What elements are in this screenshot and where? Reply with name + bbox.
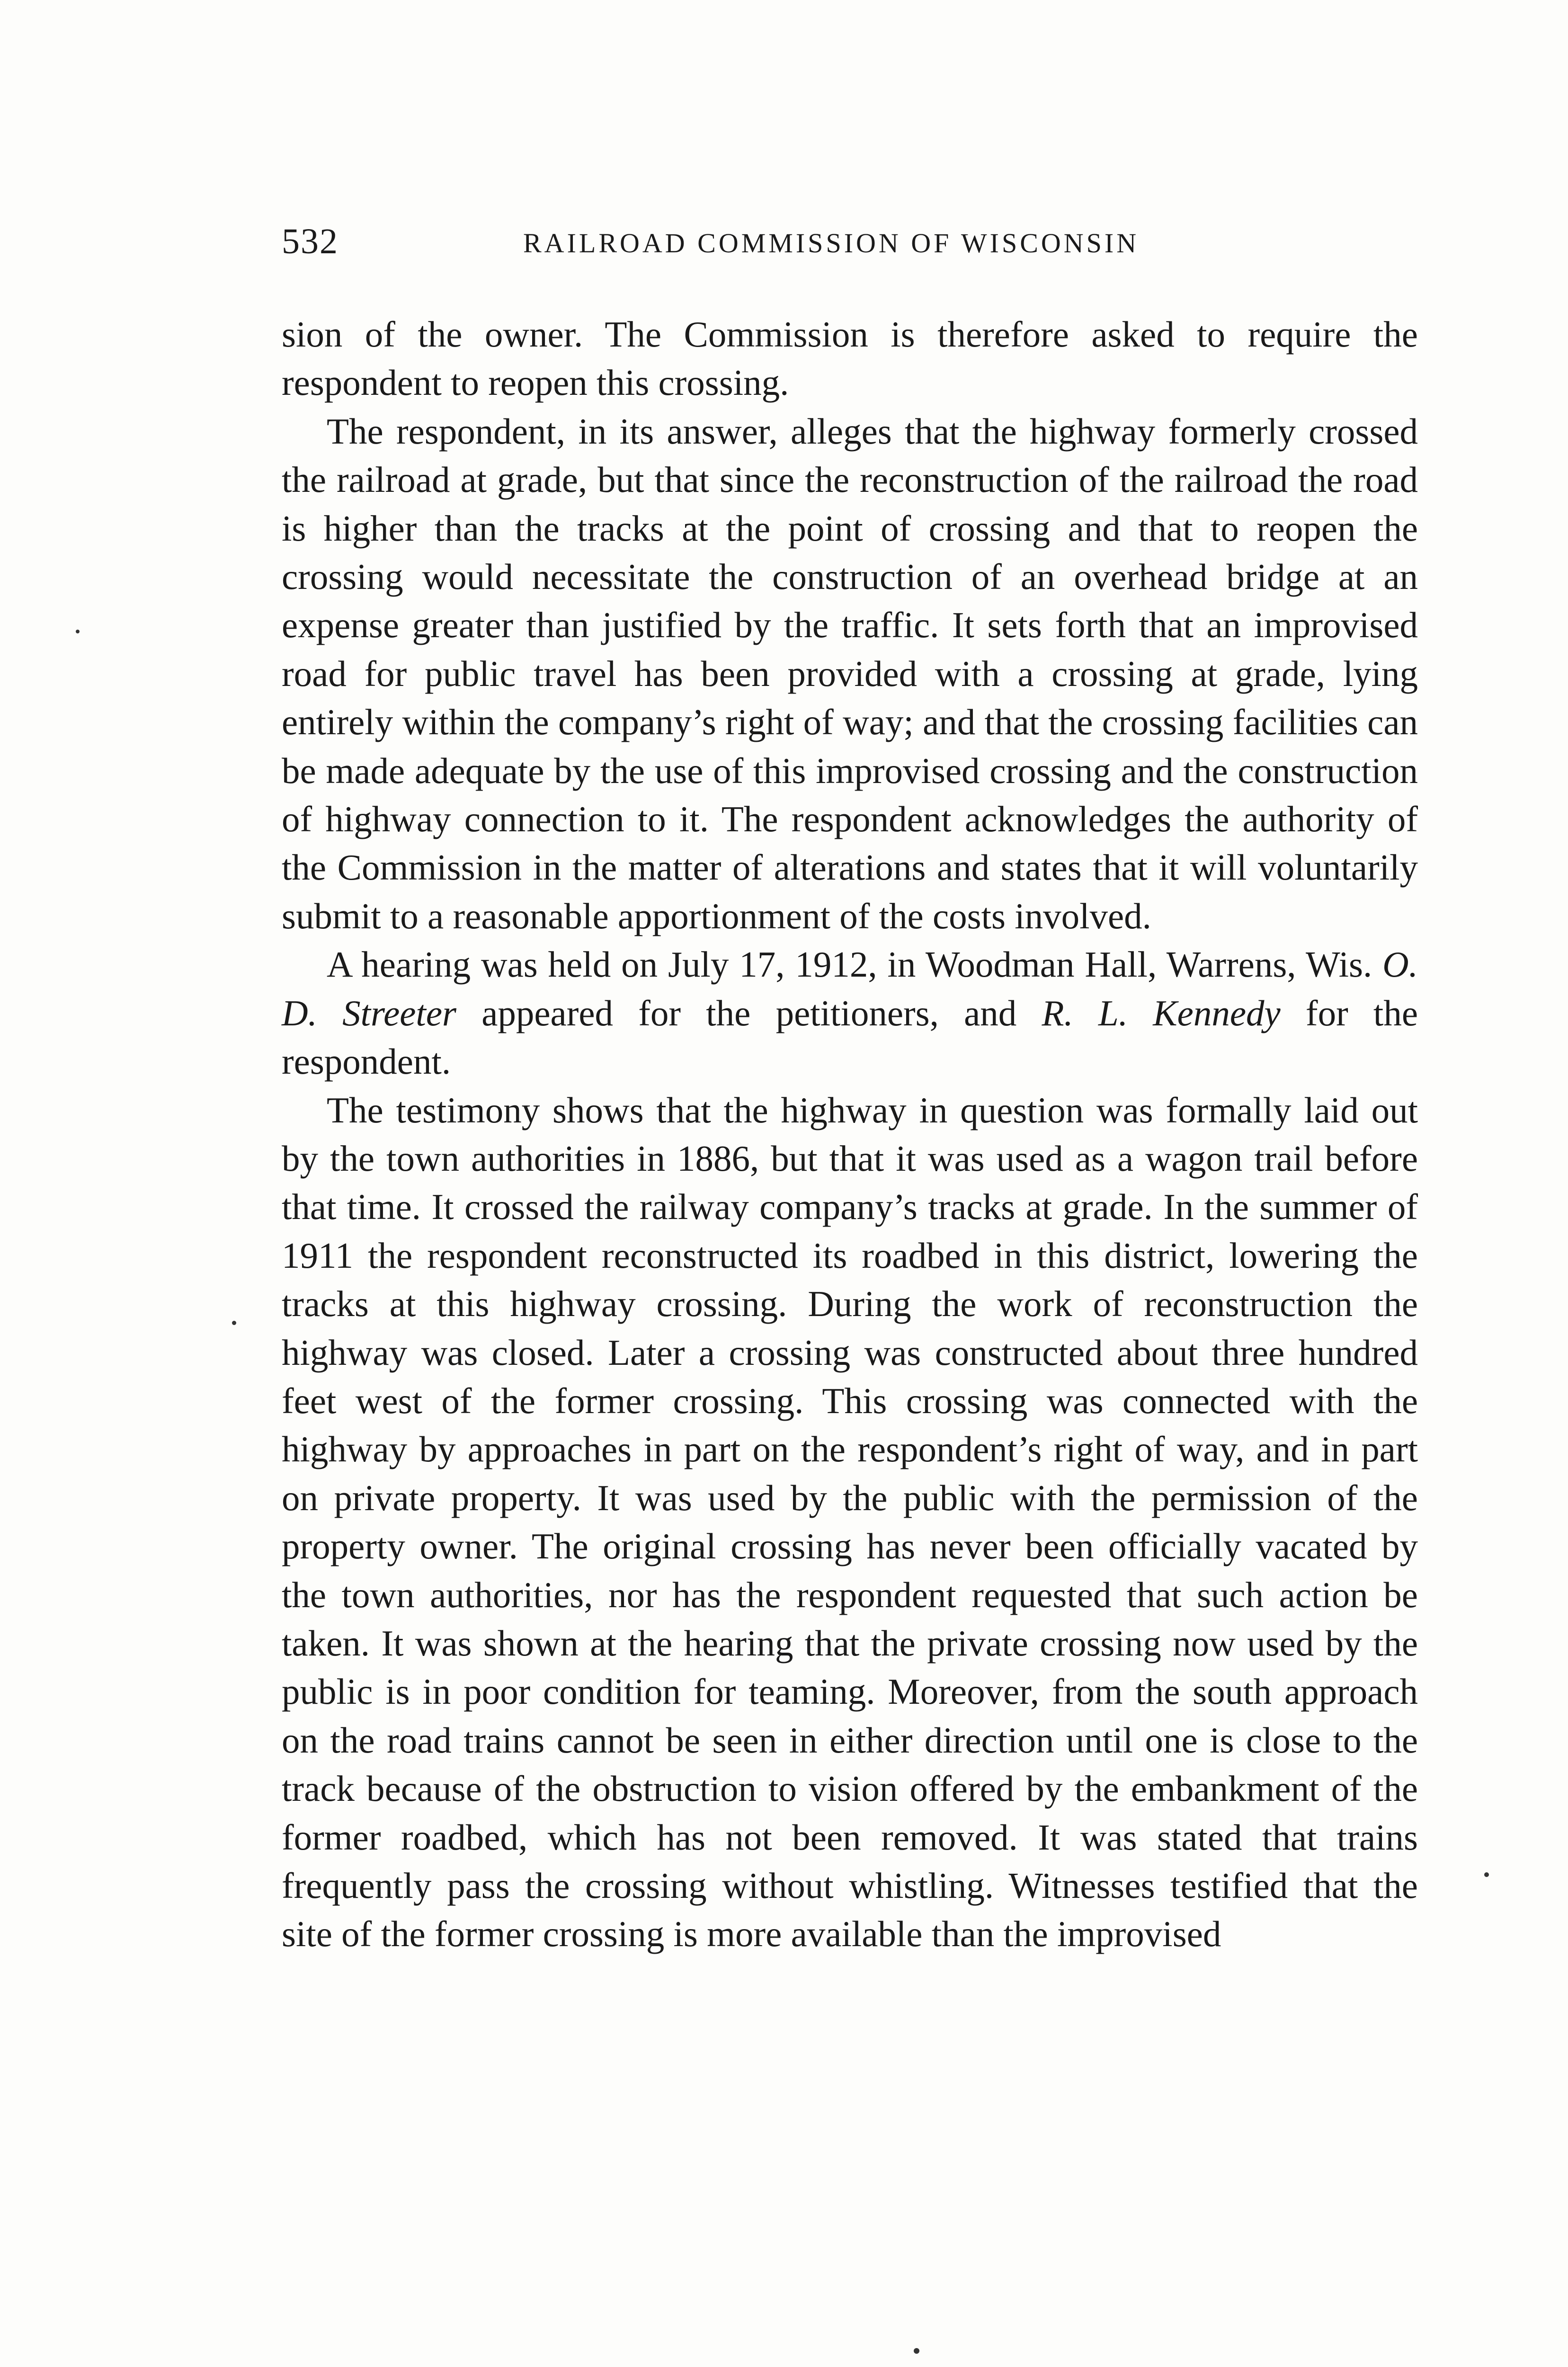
print-speck bbox=[1484, 1872, 1489, 1877]
respondent-counsel-name: R. L. Kennedy bbox=[1042, 992, 1281, 1033]
hearing-text-part: for the respondent. bbox=[282, 992, 1418, 1082]
page-number: 532 bbox=[282, 222, 339, 261]
print-speck bbox=[232, 1321, 236, 1325]
paragraph-testimony: The testimony shows that the highway in question was formally laid out by the town authorities in 1886, but that it was used as a wagon trail before that time. It crossed the railway company’s tracks at grade. In the summer of 1911 the respondent reconstructed its roadbed in this district, lowering the tracks at this highway crossing. During the work of reconstruction the highway was closed. Later a crossing was constructed about three hundred feet west of the former crossing. This crossing was connected with the highway by approaches in part on the respondent’s right of way, and in part on private property. It was used by the public with the permission of the property owner. The original crossing has never been officially vacated by the town authorities, nor has the respondent requested that such action be taken. It was shown at the hearing that the private crossing now used by the public is in poor condition for teaming. Moreover, from the south approach on the road trains cannot be seen in either direction until one is close to the track because of the obstruction to vision offered by the embankment of the former roadbed, which has not been removed. It was stated that trains frequently pass the crossing without whistling. Witnesses testified that the site of the former crossing is more available than the improvised bbox=[282, 1089, 1418, 1955]
print-speck bbox=[76, 630, 80, 633]
petitioner-counsel-name: O. D. Streeter bbox=[282, 944, 1418, 1033]
paragraph-continued: sion of the owner. The Commission is therefore asked to require the respondent to reopen this crossing. bbox=[282, 314, 1418, 403]
paragraph-respondent-answer: The respondent, in its answer, alleges that the highway formerly crossed the railroad at grade, but that since the reconstruction of the railroad the road is higher than the tracks at the point of crossing and that to reopen the crossing would necessitate the construction of an overhead bridge at an expense greater than justified by the traffic. It sets forth that an improvised road for public travel has been provided with a crossing at grade, lying entirely within the company’s right of way; and that the crossing facilities can be made adequate by the use of this improvised crossing and the construction of highway connection to it. The respondent acknowledges the authority of the Commission in the matter of alterations and states that it will voluntarily submit to a reasonable apportionment of the costs involved. bbox=[282, 410, 1418, 936]
print-speck bbox=[914, 2348, 919, 2354]
body-text bbox=[282, 310, 1418, 1958]
hearing-text-part: appeared for the petitioners, and bbox=[456, 992, 1042, 1033]
paragraph-hearing bbox=[282, 940, 1418, 1086]
running-title: RAILROAD COMMISSION OF WISCONSIN bbox=[523, 228, 1140, 258]
hearing-text-part: A hearing was held on July 17, 1912, in Woodman Hall, Warrens, Wis. bbox=[327, 944, 1383, 985]
running-header bbox=[282, 215, 1423, 272]
